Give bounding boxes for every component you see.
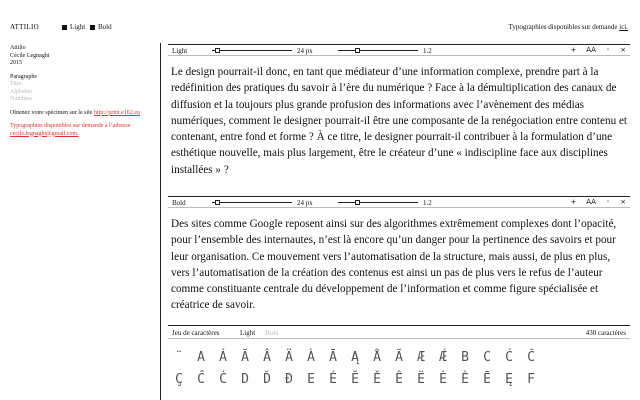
menu-item-nombres[interactable]: Nombres — [10, 96, 32, 102]
panel-weight-label: Bold — [172, 199, 186, 207]
glyph-cell[interactable]: E — [307, 372, 315, 387]
glyph-cell[interactable]: Ć — [505, 350, 513, 365]
leading-slider[interactable] — [338, 50, 418, 51]
availability-text: Typographies disponibles sur demande — [508, 23, 618, 31]
availability-link[interactable]: ici. — [619, 23, 628, 31]
glyph-cell[interactable]: Â — [263, 350, 271, 365]
charset-option-light[interactable]: Light — [240, 329, 256, 337]
panel-controls — [168, 196, 630, 208]
vertical-divider — [160, 43, 161, 400]
menu-item-alphabet[interactable]: Alphabet — [10, 88, 32, 95]
glyph-row — [168, 350, 630, 372]
weight-filter-label: Light — [70, 23, 86, 31]
size-value: 24 px — [297, 199, 313, 207]
panel-controls — [168, 44, 630, 56]
leading-slider[interactable] — [338, 202, 418, 203]
contrast-icon[interactable]: ◦ — [605, 198, 611, 206]
checkbox-square-icon — [62, 25, 67, 30]
glyph-cell[interactable]: Ǽ — [439, 350, 447, 365]
glyph-cell[interactable]: Ą — [351, 350, 359, 365]
close-icon[interactable]: × — [620, 198, 626, 206]
menu-item-paragraphe[interactable]: Paragraphe — [10, 73, 37, 80]
sidebar — [10, 45, 155, 144]
charset-title: Jeu de caractères — [172, 329, 220, 337]
glyph-cell[interactable]: Đ — [285, 372, 293, 387]
glyph-cell[interactable]: C — [483, 350, 491, 365]
charset-count: 430 caractères — [585, 329, 626, 337]
glyph-cell[interactable]: Ă — [241, 350, 249, 365]
glyph-cell[interactable]: Ė — [439, 372, 447, 387]
specimen-panel-bold — [168, 196, 630, 314]
glyph-cell[interactable]: Ë — [417, 372, 425, 387]
size-slider-handle[interactable] — [215, 48, 220, 53]
glyph-cell[interactable]: F — [527, 372, 535, 387]
plus-icon[interactable]: + — [570, 198, 577, 206]
specimen-text: Obtenez votre spécimen sur le site — [10, 109, 93, 116]
request-text: Typographies disponibles sur demande à l’adresse — [10, 123, 131, 129]
glyph-cell[interactable]: Ċ — [219, 372, 227, 387]
designer-name: Cécile Legnaghi — [10, 52, 50, 59]
top-bar — [0, 0, 640, 36]
glyph-cell[interactable]: B — [461, 350, 469, 365]
glyph-cell[interactable]: Ē — [483, 372, 491, 387]
glyph-cell[interactable]: Ĉ — [197, 372, 205, 387]
charset-header — [168, 325, 630, 339]
glyph-cell[interactable]: Å — [373, 350, 381, 365]
availability-notice — [509, 23, 628, 31]
checkbox-square-icon — [90, 25, 95, 30]
leading-slider-handle[interactable] — [355, 200, 360, 205]
size-slider[interactable] — [212, 50, 292, 51]
leading-slider-handle[interactable] — [355, 48, 360, 53]
specimen-panel-light — [168, 44, 630, 178]
glyph-cell[interactable]: Ã — [395, 350, 403, 365]
brand-name: ATTILIO — [10, 23, 39, 31]
plus-icon[interactable]: + — [570, 46, 577, 54]
glyph-cell[interactable]: D — [241, 372, 249, 387]
glyph-cell[interactable]: Ç — [175, 372, 183, 387]
specimen-paragraph: Le design pourrait-il donc, en tant que médiateur d’une information complexe, prendre part à la redéfinition des pratiques du savoir à l’ère du numérique ? Face à la démultiplication des canaux de diffusion et la toujours plus grande profusion des informations avec l’avènement des médias numériques, comment le designer pourrait-il être une composante de la renégociation entre contenu et contenant, entre fond et forme ? À ce titre, le designer pourrait-il contribuer à la formulation d’une esthétique nouvelle, mais plus largement, être le créateur d’une « indiscipline face aux disciplines installées » ? — [171, 66, 628, 176]
glyph-cell[interactable]: Ā — [329, 350, 337, 365]
panel-actions — [570, 46, 626, 54]
weight-filter-light[interactable] — [62, 23, 85, 31]
size-slider[interactable] — [212, 202, 292, 203]
weight-filter-bold[interactable] — [90, 23, 112, 31]
contrast-icon[interactable]: ◦ — [605, 46, 611, 54]
glyph-cell[interactable]: Ď — [263, 372, 271, 387]
panel-weight-label: Light — [172, 47, 188, 55]
glyph-cell[interactable]: Č — [527, 350, 535, 365]
specimen-paragraph: Des sites comme Google reposent ainsi sur des algorithmes extrêmement complexes dont l’opacité, pour l’ensemble des internautes, n’est là encore qu’un danger pour la pertinence des savoirs et pour leur organisation. Ce mouvement vers l’automatisation de la structure, mais aussi, de plus en plus, vers l’automatisation de la création des contenus est ainsi un pas de plus vers le refus de l’auteur comme constituante centrale du développement de l’information et comme figure spécialisée et créatrice de savoir. — [171, 218, 617, 312]
glyph-cell[interactable]: Ĕ — [351, 372, 359, 387]
glyph-cell[interactable]: Æ — [417, 350, 425, 365]
leading-value: 1.2 — [423, 47, 432, 55]
glyph-cell[interactable]: É — [329, 372, 337, 387]
font-name: Attilio — [10, 45, 26, 51]
glyph-cell[interactable]: Ę — [505, 372, 513, 387]
size-slider-handle[interactable] — [215, 200, 220, 205]
glyph-cell[interactable]: ¨ — [175, 350, 183, 365]
glyph-cell[interactable]: A — [197, 350, 205, 365]
specimen-info — [10, 110, 155, 118]
glyph-cell[interactable]: Ä — [285, 350, 293, 365]
leading-value: 1.2 — [423, 199, 432, 207]
weight-filter-label: Bold — [98, 23, 112, 31]
glyph-cell[interactable]: Ě — [373, 372, 381, 387]
request-email-link[interactable]: cecile.legnaghi@gmail.com. — [10, 130, 79, 137]
glyph-cell[interactable]: À — [307, 350, 315, 365]
glyph-row — [168, 372, 630, 394]
close-icon[interactable]: × — [620, 46, 626, 54]
request-info — [10, 123, 155, 138]
credits — [10, 45, 155, 68]
charset-option-bold[interactable]: Bold — [265, 329, 279, 337]
font-size-icon[interactable]: AA — [586, 198, 596, 206]
specimen-link[interactable]: http://print.e162.eu — [93, 109, 140, 116]
glyph-cell[interactable]: È — [461, 372, 469, 387]
panel-actions — [570, 198, 626, 206]
size-value: 24 px — [297, 47, 313, 55]
glyph-grid — [168, 350, 630, 394]
view-menu — [10, 74, 155, 104]
font-size-icon[interactable]: AA — [586, 46, 596, 54]
menu-item-titre[interactable]: Titre — [10, 81, 22, 87]
year: 2015 — [10, 60, 22, 66]
glyph-cell[interactable]: Á — [219, 350, 227, 365]
glyph-cell[interactable]: Ê — [395, 372, 403, 387]
